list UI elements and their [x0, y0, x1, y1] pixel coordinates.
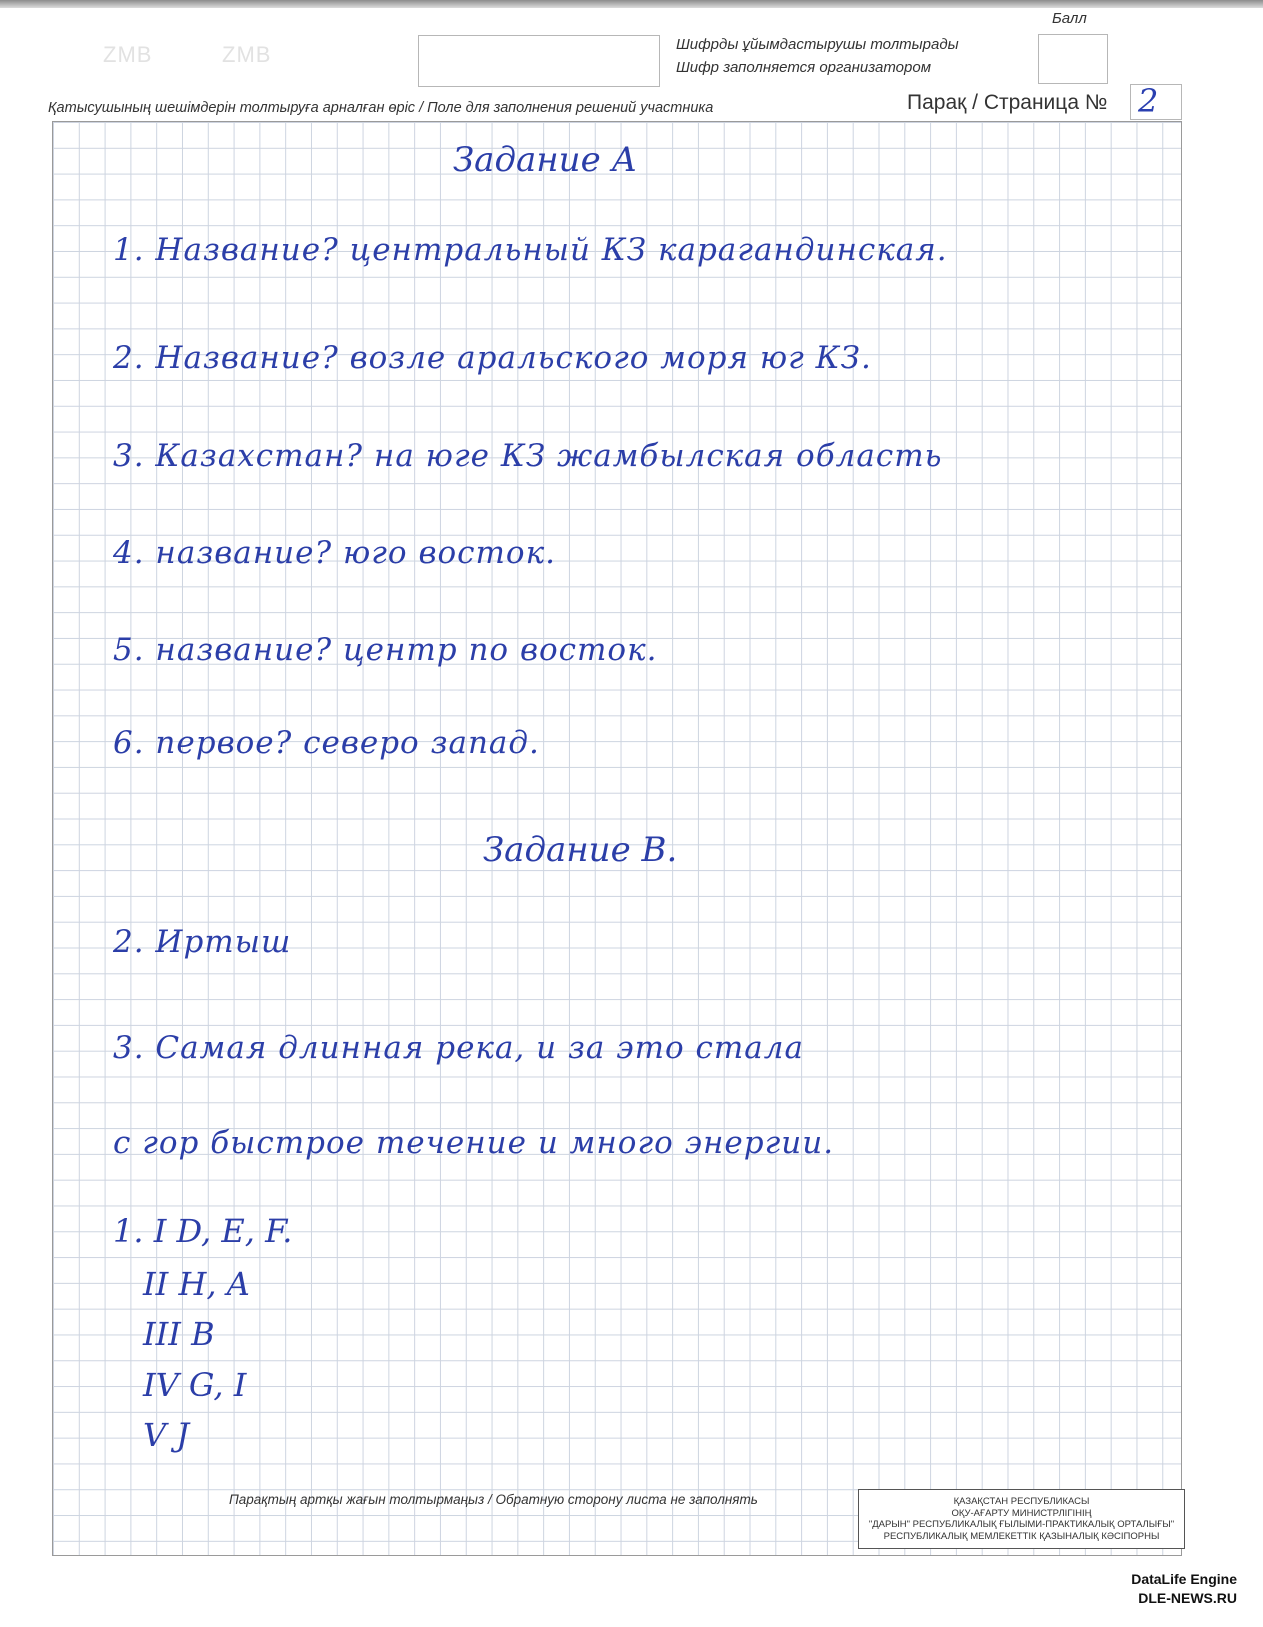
score-label: Балл [1052, 10, 1087, 27]
answer-sheet-grid [52, 121, 1182, 1556]
answer-line-a1: 1. Название? центральный КЗ карагандинская. [113, 232, 948, 268]
list-line-4: IV G, I [143, 1366, 247, 1404]
stamp-line: РЕСПУБЛИКАЛЫҚ МЕМЛЕКЕТТІК ҚАЗЫНАЛЫҚ КӘСІПОРНЫ [883, 1530, 1160, 1542]
cipher-note-kz: Шифрды ұйымдастырушы толтырады [676, 36, 959, 53]
answer-line-a3: 3. Казахстан? на юге КЗ жамбылская область [113, 438, 943, 474]
stamp-line: "ДАРЫН" РЕСПУБЛИКАЛЫҚ ҒЫЛЫМИ-ПРАКТИКАЛЫҚ ОРТАЛЫҒЫ" [868, 1519, 1175, 1530]
answer-line-b3-cont: с гор быстрое течение и много энергии. [113, 1125, 835, 1161]
organization-stamp [858, 1489, 1185, 1549]
list-line-5: V J [143, 1416, 190, 1454]
credit-site: DLE-NEWS.RU [1138, 1590, 1237, 1606]
answer-line-a4: 4. название? юго восток. [113, 535, 556, 571]
page-number: 2 [1138, 82, 1159, 120]
stamp-line: ҚАЗАҚСТАН РЕСПУБЛИКАСЫ [953, 1496, 1090, 1507]
list-line-2: II H, A [143, 1265, 250, 1303]
heading-task-b: Задание В. [483, 830, 678, 870]
page-label: Парақ / Страница № [907, 91, 1108, 114]
stamp-line: ОҚУ-АҒАРТУ МИНИСТРЛІГІНІҢ [951, 1507, 1092, 1519]
answer-line-a6: 6. первое? северо запад. [113, 725, 540, 761]
form-header [0, 0, 1263, 120]
cipher-note-ru: Шифр заполняется организатором [676, 59, 931, 76]
list-line-3: III B [143, 1315, 215, 1353]
answer-line-b2: 2. Иртыш [113, 924, 292, 960]
answer-line-a5: 5. название? центр по восток. [113, 632, 658, 668]
answer-line-b3: 3. Самая длинная река, и за это стала [113, 1030, 804, 1066]
cipher-box [418, 35, 660, 87]
site-credit [1131, 1570, 1237, 1608]
credit-engine: DataLife Engine [1131, 1571, 1237, 1587]
score-box [1038, 34, 1108, 84]
back-side-note: Парақтың артқы жағын толтырмаңыз / Обратную сторону листа не заполнять [229, 1492, 758, 1507]
list-line-1: 1. I D, E, F. [113, 1212, 293, 1250]
watermark-text: ZMB [103, 42, 153, 67]
answer-line-a2: 2. Название? возле аральского моря юг КЗ. [113, 340, 872, 376]
watermark-text: ZMB [222, 42, 272, 67]
heading-task-a: Задание А [453, 140, 638, 180]
answer-field-label: Қатысушының шешімдерін толтыруға арналған өріс / Поле для заполнения решений участника [48, 100, 714, 116]
